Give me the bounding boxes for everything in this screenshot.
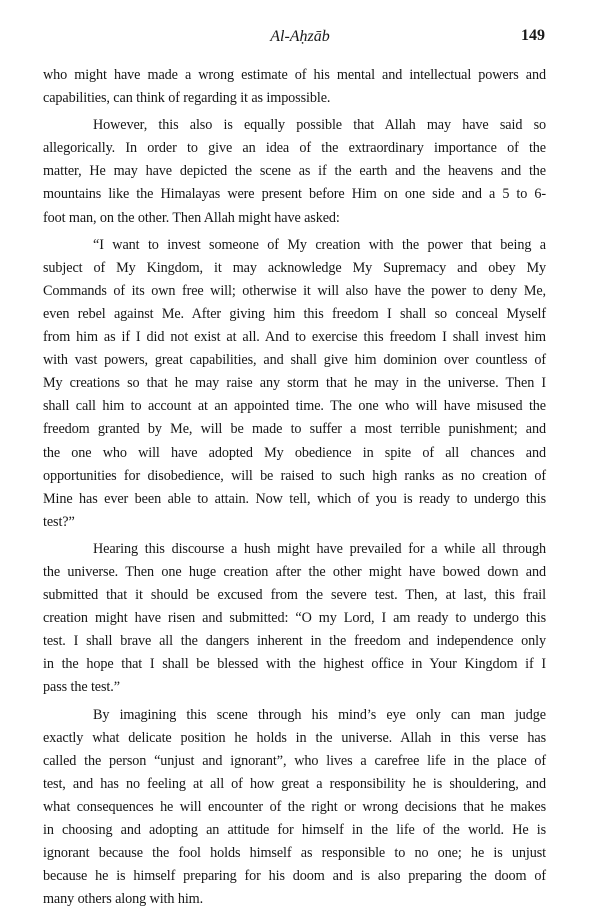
text-line: ignorant because the fool holds himself as responsible to no one; he is unjust <box>43 845 546 862</box>
text-line: with vast powers, great capabilities, and shall give him dominion over countless of <box>43 352 546 369</box>
text-line: the one who will have adopted My obedience in spite of all chances and <box>43 444 546 461</box>
text-line: called the person “unjust and ignorant”, who lives a carefree life in the place of <box>43 752 546 769</box>
text-line: allegorically. In order to give an idea of the extraordinary importance of the <box>43 140 546 157</box>
text-line: test?” <box>43 513 75 530</box>
text-line: even rebel against Me. After giving him this freedom I shall so conceal Myself <box>43 305 546 322</box>
text-line: matter, He may have depicted the scene as if the earth and the heavens and the <box>43 163 546 180</box>
paragraph-continuation <box>43 64 546 110</box>
text-line: My creations so that he may raise any storm that he may in the universe. Then I <box>43 375 546 392</box>
paragraph-hush <box>43 538 546 700</box>
paragraph-allegory <box>43 114 546 229</box>
text-line: the universe. Then one huge creation after the other might have bowed down and <box>43 563 546 580</box>
text-line: Mine has ever been able to attain. Now tell, which of you is ready to undergo this <box>43 490 546 507</box>
paragraph-conclusion <box>43 704 546 912</box>
text-line: capabilities, can think of regarding it as impossible. <box>43 90 331 107</box>
page-number: 149 <box>521 27 545 44</box>
body-text <box>43 64 546 915</box>
text-line: in choosing and adopting an attitude for himself in the life of the world. He is <box>43 822 546 838</box>
text-line: submitted that it should be excused from the severe test. Then, at last, this frail <box>43 587 546 604</box>
text-line: from him as if I did not exist at all. And to exercise this freedom I shall invest him <box>43 329 546 346</box>
running-header <box>0 25 600 51</box>
text-line: subject of My Kingdom, it may acknowledge My Supremacy and obey My <box>43 259 546 276</box>
text-line: in the hope that I shall be blessed with the highest office in Your Kingdom if I <box>43 656 546 673</box>
text-line: However, this also is equally possible that Allah may have said so <box>93 117 546 134</box>
text-line: Commands of its own free will; otherwise it will also have the power to deny Me, <box>43 282 546 299</box>
text-line: freedom granted by Me, will be made to suffer a most terrible punishment; and <box>43 421 546 438</box>
chapter-title: Al-Aḥzāb <box>270 28 330 45</box>
text-line: many others along with him. <box>43 891 204 908</box>
text-line: because he is himself preparing for his doom and is also preparing the doom of <box>43 868 546 885</box>
text-line: test, and has no feeling at all of how great a responsibility he is shouldering, and <box>43 775 546 792</box>
paragraph-divine-quote <box>43 234 546 534</box>
text-line: what consequences he will encounter of the right or wrong decisions that he makes <box>43 798 546 815</box>
text-line: Hearing this discourse a hush might have prevailed for a while all through <box>93 540 546 557</box>
text-line: pass the test.” <box>43 679 120 696</box>
text-line: “I want to invest someone of My creation with the power that being a <box>93 236 546 253</box>
text-line: By imagining this scene through his mind’s eye only can man judge <box>93 706 546 723</box>
text-line: mountains like the Himalayas were present before Him on one side and a 5 to 6- <box>43 186 546 203</box>
text-line: opportunities for disobedience, will be raised to such high ranks as no creation of <box>43 467 546 484</box>
text-line: who might have made a wrong estimate of his mental and intellectual powers and <box>43 67 546 83</box>
text-line: creation might have risen and submitted: “O my Lord, I am ready to undergo this <box>43 610 546 627</box>
text-line: shall call him to account at an appointed time. The one who will have misused the <box>43 398 546 415</box>
text-line: exactly what delicate position he holds in the universe. Allah in this verse has <box>43 729 546 746</box>
text-line: test. I shall brave all the dangers inherent in the freedom and independence only <box>43 633 546 650</box>
text-line: foot man, on the other. Then Allah might have asked: <box>43 209 340 226</box>
